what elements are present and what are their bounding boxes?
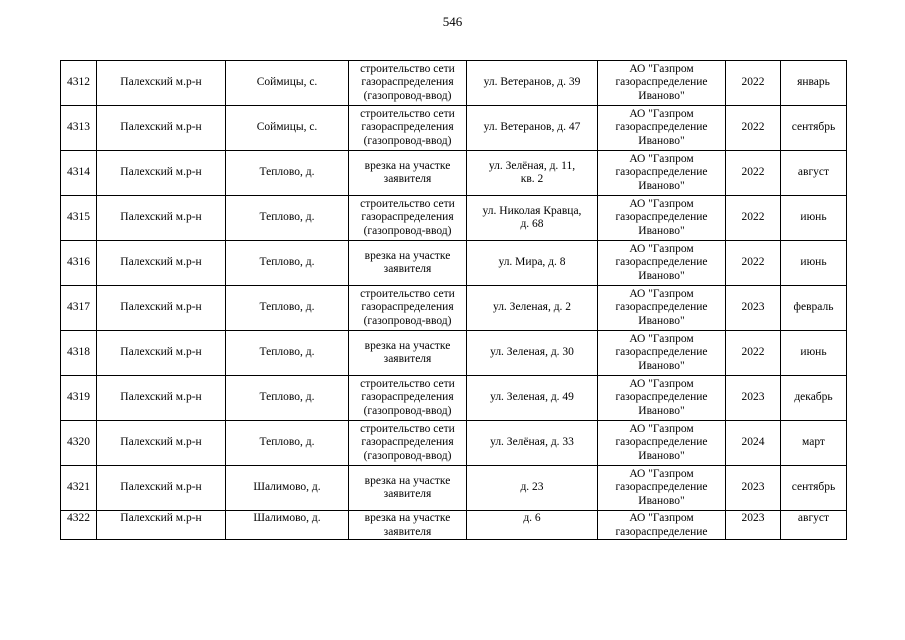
table-row (61, 331, 847, 376)
work-type-cell: врезка на участке заявителя (349, 331, 467, 376)
locality-cell: Соймицы, с. (226, 61, 349, 106)
table-row (61, 241, 847, 286)
work-type-cell: строительство сети газораспределения (газопровод-ввод) (349, 376, 467, 421)
organization-cell: АО "Газпром газораспределение Иваново" (598, 106, 726, 151)
row-number-cell: 4318 (61, 331, 97, 376)
locality-cell: Соймицы, с. (226, 106, 349, 151)
locality-cell: Теплово, д. (226, 151, 349, 196)
district-cell: Палехский м.р-н (97, 241, 226, 286)
year-cell: 2022 (726, 331, 781, 376)
table-row (61, 511, 847, 540)
year-cell: 2022 (726, 196, 781, 241)
organization-cell: АО "Газпром газораспределение Иваново" (598, 151, 726, 196)
table-row (61, 106, 847, 151)
table-row (61, 196, 847, 241)
month-cell: декабрь (781, 376, 847, 421)
organization-cell: АО "Газпром газораспределение Иваново" (598, 421, 726, 466)
organization-cell: АО "Газпром газораспределение (598, 511, 726, 540)
organization-cell: АО "Газпром газораспределение Иваново" (598, 241, 726, 286)
district-cell: Палехский м.р-н (97, 331, 226, 376)
work-type-cell: врезка на участке заявителя (349, 241, 467, 286)
year-cell: 2022 (726, 151, 781, 196)
page-number: 546 (442, 14, 463, 29)
address-cell: ул. Зеленая, д. 30 (467, 331, 598, 376)
row-number-cell: 4321 (61, 466, 97, 511)
organization-cell: АО "Газпром газораспределение Иваново" (598, 286, 726, 331)
row-number-cell: 4313 (61, 106, 97, 151)
organization-cell: АО "Газпром газораспределение Иваново" (598, 376, 726, 421)
address-cell: ул. Мира, д. 8 (467, 241, 598, 286)
address-cell: д. 6 (467, 511, 598, 540)
work-type-cell: строительство сети газораспределения (газопровод-ввод) (349, 421, 467, 466)
table-row (61, 286, 847, 331)
year-cell: 2022 (726, 241, 781, 286)
district-cell: Палехский м.р-н (97, 466, 226, 511)
work-type-cell: строительство сети газораспределения (газопровод-ввод) (349, 196, 467, 241)
organization-cell: АО "Газпром газораспределение Иваново" (598, 466, 726, 511)
work-type-cell: строительство сети газораспределения (газопровод-ввод) (349, 106, 467, 151)
month-cell: март (781, 421, 847, 466)
table-row (61, 151, 847, 196)
organization-cell: АО "Газпром газораспределение Иваново" (598, 61, 726, 106)
year-cell: 2022 (726, 61, 781, 106)
address-cell: ул. Зелёная, д. 11, кв. 2 (467, 151, 598, 196)
month-cell: февраль (781, 286, 847, 331)
year-cell: 2023 (726, 511, 781, 540)
address-cell: ул. Зелёная, д. 33 (467, 421, 598, 466)
locality-cell: Теплово, д. (226, 286, 349, 331)
year-cell: 2023 (726, 286, 781, 331)
address-cell: ул. Ветеранов, д. 47 (467, 106, 598, 151)
table-row (61, 466, 847, 511)
locality-cell: Теплово, д. (226, 331, 349, 376)
month-cell: январь (781, 61, 847, 106)
month-cell: июнь (781, 196, 847, 241)
address-cell: д. 23 (467, 466, 598, 511)
locality-cell: Теплово, д. (226, 421, 349, 466)
locality-cell: Шалимово, д. (226, 511, 349, 540)
address-cell: ул. Зеленая, д. 49 (467, 376, 598, 421)
year-cell: 2023 (726, 376, 781, 421)
row-number-cell: 4312 (61, 61, 97, 106)
work-type-cell: врезка на участке заявителя (349, 151, 467, 196)
work-type-cell: врезка на участке заявителя (349, 466, 467, 511)
month-cell: август (781, 151, 847, 196)
row-number-cell: 4322 (61, 511, 97, 540)
locality-cell: Теплово, д. (226, 376, 349, 421)
locality-cell: Теплово, д. (226, 196, 349, 241)
year-cell: 2022 (726, 106, 781, 151)
gas-connection-table (60, 60, 847, 540)
row-number-cell: 4317 (61, 286, 97, 331)
district-cell: Палехский м.р-н (97, 196, 226, 241)
table-row (61, 421, 847, 466)
address-cell: ул. Ветеранов, д. 39 (467, 61, 598, 106)
district-cell: Палехский м.р-н (97, 151, 226, 196)
work-type-cell: строительство сети газораспределения (газопровод-ввод) (349, 286, 467, 331)
month-cell: август (781, 511, 847, 540)
locality-cell: Теплово, д. (226, 241, 349, 286)
month-cell: июнь (781, 241, 847, 286)
organization-cell: АО "Газпром газораспределение Иваново" (598, 196, 726, 241)
month-cell: сентябрь (781, 106, 847, 151)
organization-cell: АО "Газпром газораспределение Иваново" (598, 331, 726, 376)
row-number-cell: 4320 (61, 421, 97, 466)
row-number-cell: 4315 (61, 196, 97, 241)
address-cell: ул. Зеленая, д. 2 (467, 286, 598, 331)
row-number-cell: 4316 (61, 241, 97, 286)
year-cell: 2024 (726, 421, 781, 466)
locality-cell: Шалимово, д. (226, 466, 349, 511)
row-number-cell: 4314 (61, 151, 97, 196)
table-body (61, 61, 847, 540)
work-type-cell: врезка на участке заявителя (349, 511, 467, 540)
district-cell: Палехский м.р-н (97, 511, 226, 540)
year-cell: 2023 (726, 466, 781, 511)
work-type-cell: строительство сети газораспределения (газопровод-ввод) (349, 61, 467, 106)
district-cell: Палехский м.р-н (97, 61, 226, 106)
month-cell: сентябрь (781, 466, 847, 511)
address-cell: ул. Николая Кравца, д. 68 (467, 196, 598, 241)
district-cell: Палехский м.р-н (97, 421, 226, 466)
month-cell: июнь (781, 331, 847, 376)
district-cell: Палехский м.р-н (97, 106, 226, 151)
row-number-cell: 4319 (61, 376, 97, 421)
district-cell: Палехский м.р-н (97, 286, 226, 331)
district-cell: Палехский м.р-н (97, 376, 226, 421)
table-row (61, 376, 847, 421)
table-row (61, 61, 847, 106)
